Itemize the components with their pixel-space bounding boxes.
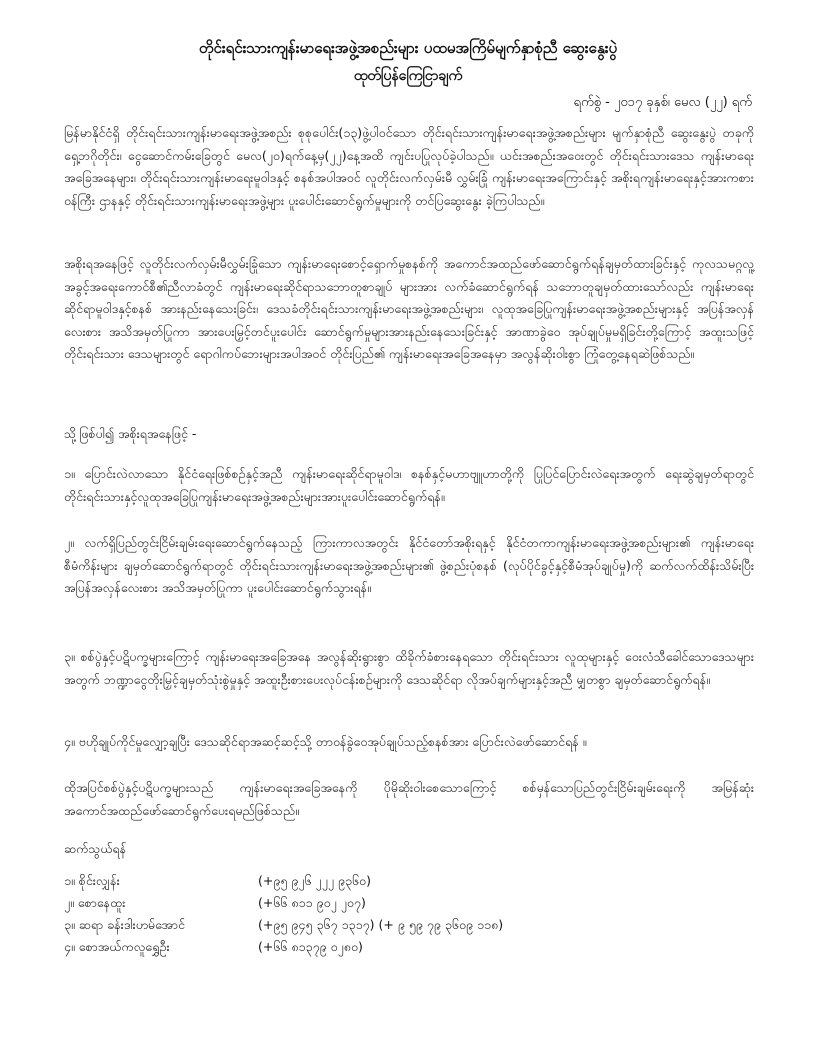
document-subtitle: ထုတ်ပြန်ကြေငြာချက် [353, 68, 463, 84]
paragraph-context: အစိုးရအနေဖြင့် လူတိုင်းလက်လှမ်းမီလွှမ်းခြုံသော ကျန်းမာရေးစောင့်ရှောက်မှုစနစ်ကို အကောင်အထည်ဖော်ဆောင်ရွက်ရန်ချမှတ်ထားခြင်းနှင့် ကုလသမဂ္ဂလူ့အခွင့်အရေးကောင်စီ၏ညီလာခံတွင် ကျန်းမာရေးဆိုင်ရာသဘောတူစာချုပ် များအား လက်ခံဆောင်ရွက်ရန် သဘောတူချမှတ်ထားသော်လည်း ကျန်းမာရေးဆိုင်ရာမူဝါဒနှင့်စနစ် အားနည်းနေသေးခြင်း၊ ဒေသခံတိုင်းရင်းသားကျန်းမာရေးအဖွဲ့အစည်းများ၊ လူထုအခြေပြုကျန်းမာရေးအဖွဲ့အစည်းများနှင့် အပြန်အလှန်လေးစား အသိအမှတ်ပြုကာ အားပေးမြှင့်တင်ပူးပေါင်း ဆောင်ရွက်မှုများအားနည်းနေသေးခြင်းနှင့် အာဏာခွဲဝေ အုပ်ချုပ်မှုမရှိခြင်းတို့ကြောင့် အထူးသဖြင့် တိုင်းရင်းသား ဒေသများတွင် ရောဂါကပ်ဘေးများအပါအဝင် တိုင်းပြည်၏ ကျန်းမာရေးအခြေအနေမှာ အလွန်ဆိုးဝါးစွာ ကြုံတွေ့နေရဆဲဖြစ်သည်။ [64, 256, 754, 361]
contact-heading: ဆက်သွယ်ရန် [64, 841, 127, 856]
contact-list [64, 870, 754, 958]
contact-row [64, 892, 754, 914]
document-title: တိုင်းရင်းသားကျန်းမာရေးအဖွဲ့အစည်းများ ပထမအကြိမ်မျက်နှာစုံညီ ဆွေးနွေးပွဲ [198, 39, 618, 57]
demand-item-4: ၄။ ဗဟိုချုပ်ကိုင်မှုလျှော့ချပြီး ဒေသဆိုင်ရာအဆင့်ဆင့်သို့ တာဝန်ခွဲဝေအုပ်ချုပ်သည့်စနစ်အား ပြောင်းလဲဖော်ဆောင်ရန် ။ [64, 734, 587, 749]
paragraph-intro: မြန်မာနိုင်ငံရှိ တိုင်းရင်းသားကျန်းမာရေးအဖွဲ့အစည်း စုစုပေါင်း(၁၃)ဖွဲ့ပါဝင်သော တိုင်းရင်းသားကျန်းမာရေးအဖွဲ့အစည်းများ မျက်နှာစုံညီ ဆွေးနွေးပွဲ တခုကို ရှေ့ဘဂိုတိုင်း၊ ငွေဆောင်ကမ်းခြေတွင် မေလ(၂၀)ရက်နေ့မှ(၂၂)နေ့အထိ ကျင်းပပြုလုပ်ခဲ့ပါသည်။ ယင်းအစည်းအဝေးတွင် တိုင်းရင်းသားဒေသ ကျန်းမာရေးအခြေအနေများ၊ တိုင်းရင်းသားကျန်းမာရေးမူဝါဒနှင့် စနစ်အပါအဝင် လူတိုင်းလက်လှမ်းမီ လွှမ်းခြုံ ကျန်းမာရေးအကြောင်းနှင့် အစိုးရကျန်းမာရေးနှင့်အားကစားဝန်ကြီး ဌာနနှင့် တိုင်းရင်းသားကျန်းမာရေးအဖွဲ့များ ပူးပေါင်းဆောင်ရွက်မှုများကို တင်ပြဆွေးနွေး ခဲ့ကြပါသည်။ [64, 125, 754, 208]
paragraph-closing: ထိုအပြင်စစ်ပွဲနှင့်ပဋိပက္ခများသည် ကျန်းမာရေးအခြေအနေကို ပိုမိုဆိုးဝါးစေသောကြောင့် စစ်မှန်သောပြည်တွင်းငြိမ်းချမ်းရေးကို အမြန်ဆုံးအကောင်အထည်ဖော်ဆောင်ရွက်ပေးရမည်ဖြစ်သည်။ [64, 780, 754, 818]
contact-phone: (+၆၆ ၈၁၁ ၉၀၂ ၂၀၇) [258, 895, 366, 910]
document-date: ရက်စွဲ - ၂၀၁၇ ခုနှစ်၊ မေလ (၂၂) ရက် [573, 95, 752, 110]
demand-item-1: ၁။ ပြောင်းလဲလာသော နိုင်ငံရေးဖြစ်စဉ်နှင့်အညီ ကျန်းမာရေးဆိုင်ရာမူဝါဒ၊ စနစ်နှင့်မဟာဗျူဟာတို့ကို ပြုပြင်ပြောင်းလဲရေးအတွက် ရေးဆွဲချမှတ်ရာတွင် တိုင်းရင်းသားနှင့်လူထုအခြေပြုကျန်းမာရေးအဖွဲ့အစည်းများအားပူးပေါင်းဆောင်ရွက်ရန်။ [64, 466, 754, 504]
contact-phone: (+၆၆ ၈၁၃၇၉ ၀၂၈၀) [258, 939, 363, 954]
contact-row [64, 914, 754, 936]
contact-row [64, 936, 754, 958]
demand-item-3: ၃။ စစ်ပွဲနှင့်ပဋိပက္ခများကြောင့် ကျန်းမာရေးအခြေအနေ အလွန်ဆိုးရွားစွာ ထိခိုက်ခံစားနေရသော တိုင်းရင်းသား လူထုများနှင့် ဝေးလံသီခေါင်သောဒေသများအတွက် ဘဏ္ဍာငွေတိုးမြှင့်ချမှတ်သုံးစွဲမှုနှင့် အထူးဦးစားပေးလုပ်ငန်းစဉ်များကို ဒေသဆိုင်ရာ လိုအပ်ချက်များနှင့်အညီ မျှတစွာ ချမှတ်ဆောင်ရွက်ရန်။ [64, 649, 754, 687]
contact-phone: (+၉၅ ၉၂၆ ၂၂၂ ၉၃၆၀) [258, 873, 371, 888]
demand-item-2: ၂။ လက်ရှိပြည်တွင်းငြိမ်းချမ်းရေးဆောင်ရွက်နေသည့် ကြားကာလအတွင်း နိုင်ငံတော်အစိုးရနှင့် နိုင်ငံတကာကျန်းမာရေးအဖွဲ့အစည်းများ၏ ကျန်းမာရေးစီမံကိန်းများ ချမှတ်ဆောင်ရွက်ရာတွင် တိုင်းရင်းသားကျန်းမာရေးအဖွဲ့အစည်းများ၏ ဖွဲ့စည်းပုံစနစ် (လုပ်ပိုင်ခွင့်နှင့်စီမံအုပ်ချုပ်မှု)ကို ဆက်လက်ထိန်းသိမ်းပြီးအပြန်အလှန်လေးစား အသိအမှတ်ပြုကာ ပူးပေါင်းဆောင်ရွက်သွားရန်။ [64, 535, 754, 595]
contact-name: ၄။ စောအယ်ကလူရွှေဦး [64, 939, 170, 954]
contact-name: ၁။ စိုင်းလျှန်း [64, 873, 120, 888]
contact-phone: (+၉၅ ၉၄၅ ၃၆၇ ၁၃၁၇) (+ ၉ ၅၉ ၇၉ ၃၆၀၉ ၁၁၈) [258, 917, 504, 932]
contact-row [64, 870, 754, 892]
contact-name: ၂။ စောနေထူး [64, 895, 126, 910]
demands-lead-in: သို့ဖြစ်ပါ၍ အစိုးရအနေဖြင့် - [64, 426, 197, 441]
contact-name: ၃။ ဆရာ ခန်းဒါးဟမ်အောင် [64, 917, 185, 932]
